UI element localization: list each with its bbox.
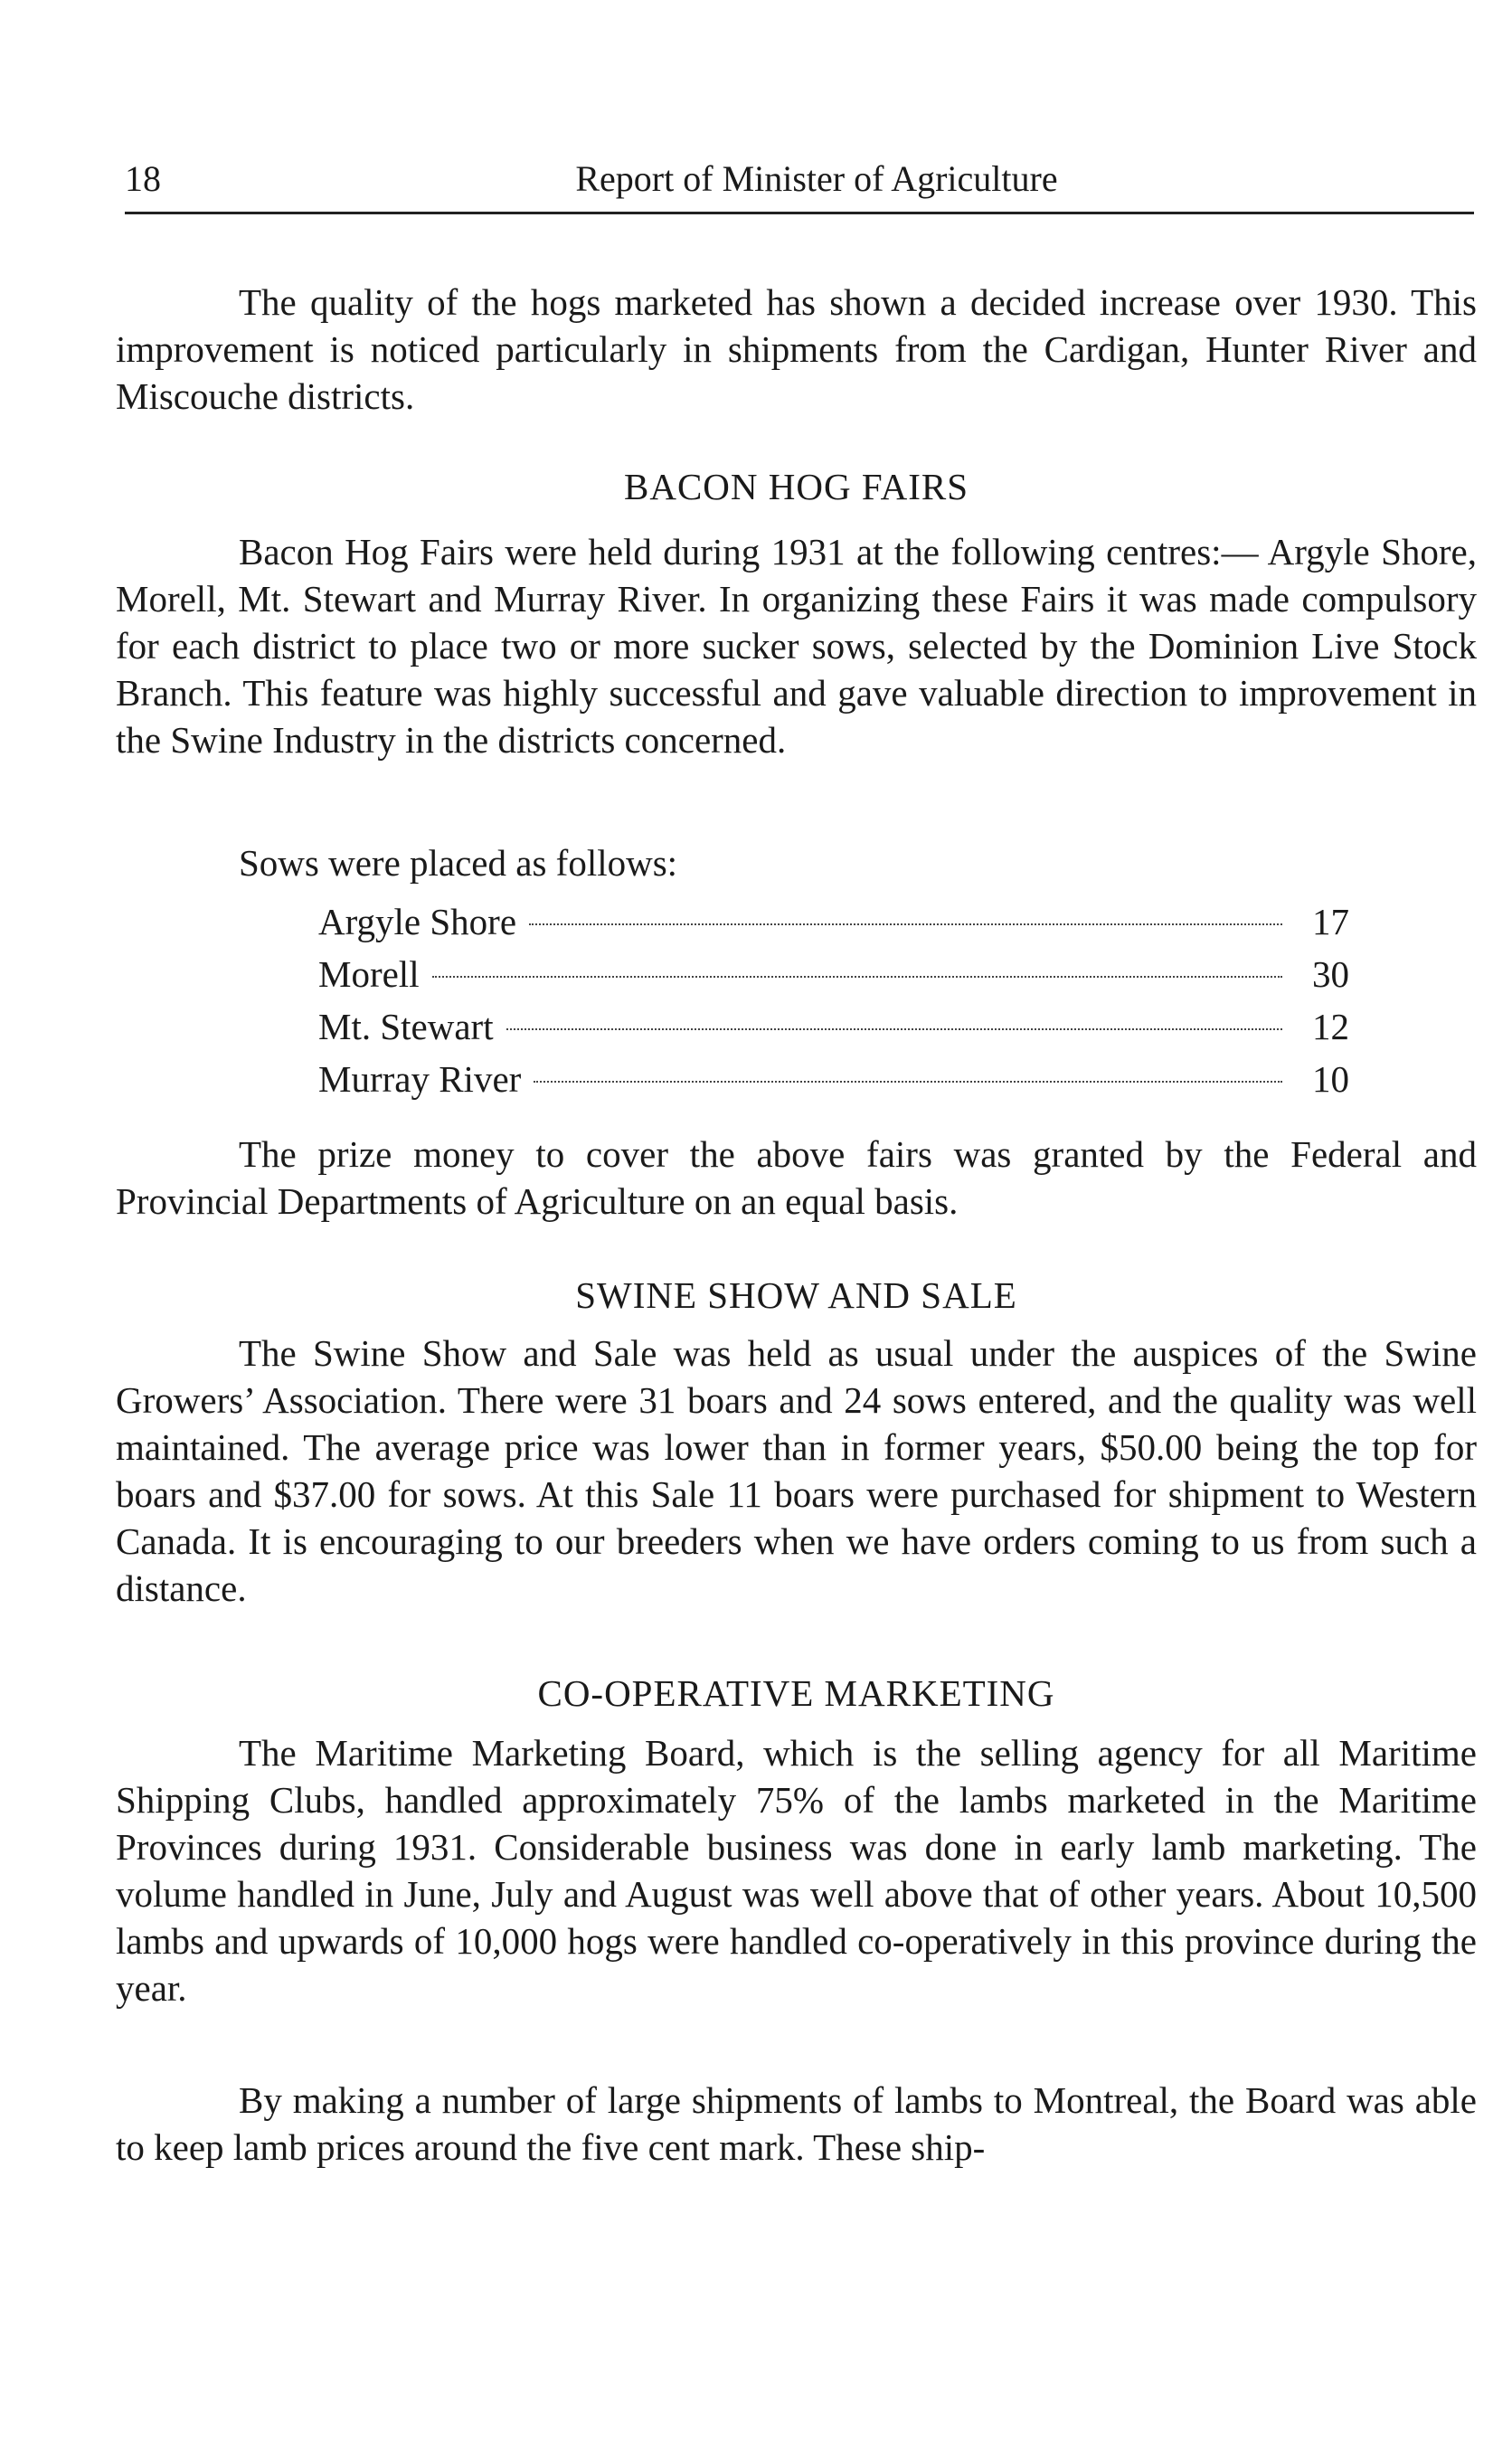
- sows-row: [318, 1053, 1349, 1105]
- section-heading-bacon-hog-fairs: BACON HOG FAIRS: [623, 466, 969, 507]
- prize-money-paragraph: The prize money to cover the above fairs was granted by the Federal and Provincial Departments of Agriculture on an equal basis.: [116, 1133, 1477, 1222]
- sows-count: 30: [1312, 953, 1349, 995]
- section-heading-cooperative-marketing: CO-OPERATIVE MARKETING: [537, 1672, 1055, 1714]
- sows-row: [318, 1000, 1349, 1053]
- sows-row: [318, 895, 1349, 948]
- cooperative-marketing-paragraph-2: By making a number of large shipments of lambs to Montreal, the Board was able to keep lamb prices around the five cent mark. These ship-: [116, 2079, 1477, 2168]
- sows-place: Argyle Shore: [318, 901, 517, 942]
- section-heading-swine-show: SWINE SHOW AND SALE: [575, 1274, 1017, 1316]
- page-header: [125, 152, 1472, 206]
- sows-place: Murray River: [318, 1058, 522, 1100]
- cooperative-marketing-paragraph-2-block: [116, 2077, 1477, 2171]
- dot-leader: [529, 923, 1282, 925]
- header-rule: [125, 212, 1474, 214]
- dot-leader: [506, 1028, 1282, 1030]
- sows-place: Mt. Stewart: [318, 1006, 494, 1047]
- sows-count: 10: [1312, 1058, 1349, 1100]
- prize-money-paragraph-block: [116, 1131, 1477, 1225]
- sows-list: [318, 895, 1349, 1105]
- running-title: Report of Minister of Agriculture: [575, 158, 1058, 199]
- intro-paragraph-block: [116, 279, 1477, 420]
- sows-count: 12: [1312, 1006, 1349, 1047]
- cooperative-marketing-paragraph-block: [116, 1729, 1477, 2011]
- dot-leader: [534, 1081, 1282, 1083]
- bacon-hog-fairs-paragraph-block: [116, 528, 1477, 763]
- cooperative-marketing-paragraph-1: The Maritime Marketing Board, which is the selling agency for all Maritime Shipping Clubs, handled approximately 75% of the lambs marketed in the Maritime Provinces during 1931. Considerable business was done in early lamb marketing. The volume handled in June, July and August was well above that of other years. About 10,500 lambs and upwards of 10,000 hogs were handled co-operatively in this province during the year.: [116, 1732, 1477, 2009]
- page-number: 18: [125, 158, 161, 199]
- intro-paragraph: The quality of the hogs marketed has shown a decided increase over 1930. This improvement is noticed particularly in shipments from the Cardigan, Hunter River and Miscouche districts.: [116, 281, 1477, 417]
- sows-row: [318, 948, 1349, 1000]
- swine-show-paragraph-block: [116, 1330, 1477, 1612]
- bacon-hog-fairs-paragraph: Bacon Hog Fairs were held during 1931 at the following centres:— Argyle Shore, Morell, Mt. Stewart and Murray River. In organizing these Fairs it was made compulsory for each district to place two or more sucker sows, selected by the Dominion Live Stock Branch. This feature was highly successful and gave valuable direction to improvement in the Swine Industry in the districts concerned.: [116, 531, 1477, 761]
- sows-place: Morell: [318, 953, 420, 995]
- sows-intro: Sows were placed as follows:: [239, 842, 678, 884]
- sows-count: 17: [1312, 901, 1349, 942]
- dot-leader: [432, 976, 1282, 978]
- swine-show-paragraph: The Swine Show and Sale was held as usual under the auspices of the Swine Growers’ Association. There were 31 boars and 24 sows entered, and the quality was well maintained. The average price was lower than in former years, $50.00 being the top for boars and $37.00 for sows. At this Sale 11 boars were purchased for shipment to Western Canada. It is encouraging to our breeders when we have orders coming to us from such a distance.: [116, 1332, 1477, 1609]
